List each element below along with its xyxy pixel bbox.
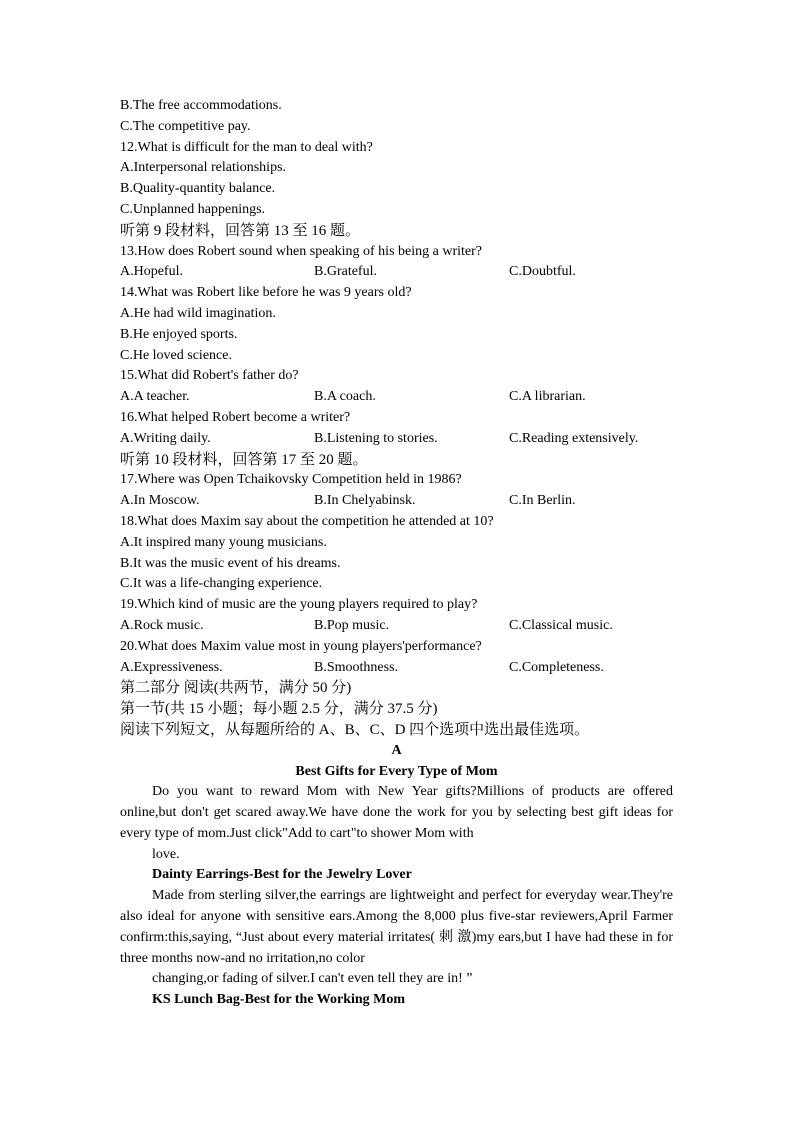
paragraph (120, 782, 673, 865)
options-row (120, 491, 673, 512)
option-c: C.Completeness. (509, 659, 604, 675)
options-row (120, 658, 673, 679)
question-13: 13.How does Robert sound when speaking of his being a writer? (120, 243, 482, 259)
paragraph-text: Made from sterling silver,the earrings are lightweight and perfect for everyday wear.They're also ideal for anyone with sensitive ears.Among the 8,000 plus five-star reviewers,April Farmer confirm:this,saying, “Just about every material irritates( 刺 激)my ears,but I have had these in for three months now-and no irritation,no color (120, 888, 673, 966)
option-c: C.Reading extensively. (509, 430, 639, 446)
section-heading-10: 听第 10 段材料，回答第 17 至 20 题。 (120, 451, 368, 468)
question-15: 15.What did Robert's father do? (120, 368, 299, 384)
option-b: B.It was the music event of his dreams. (120, 555, 341, 571)
option-b: B.Listening to stories. (314, 430, 438, 446)
option-a: A.Expressiveness. (120, 659, 223, 675)
option-c: C.In Berlin. (509, 493, 576, 509)
options-row (120, 262, 673, 283)
option-line: C.Unplanned happenings. (120, 201, 266, 217)
question-12: 12.What is difficult for the man to deal with? (120, 139, 373, 155)
paragraph-last-line: love. (152, 846, 180, 862)
passage-title: Best Gifts for Every Type of Mom (295, 763, 498, 779)
subheading: Dainty Earrings-Best for the Jewelry Lover (152, 867, 412, 883)
option-a: A.A teacher. (120, 389, 190, 405)
option-a: A.In Moscow. (120, 493, 200, 509)
paragraph (120, 886, 673, 990)
option-b: B.Smoothness. (314, 659, 399, 675)
subheading: KS Lunch Bag-Best for the Working Mom (152, 992, 406, 1008)
option-c: C.A librarian. (509, 389, 586, 405)
option-b: B.In Chelyabinsk. (314, 493, 416, 509)
paragraph-text: Do you want to reward Mom with New Year gifts?Millions of products are offered online,but don't get scared away.We have done the work for you by selecting best gift ideas for every type of mom.Just click"Add to cart"to shower Mom with (120, 784, 673, 841)
question-17: 17.Where was Open Tchaikovsky Competition held in 1986? (120, 472, 462, 488)
question-19: 19.Which kind of music are the young players required to play? (120, 597, 478, 613)
exam-content (120, 96, 673, 1011)
question-18: 18.What does Maxim say about the competition he attended at 10? (120, 513, 494, 529)
option-line: A.Interpersonal relationships. (120, 160, 287, 176)
option-line: B.The free accommodations. (120, 98, 282, 113)
instructions: 阅读下列短文，从每题所给的 A、B、C、D 四个选项中选出最佳选项。 (120, 721, 590, 738)
option-a: A.Rock music. (120, 617, 204, 633)
option-line: C.The competitive pay. (120, 118, 251, 134)
option-c: C.Doubtful. (509, 264, 576, 280)
paragraph-last-line: changing,or fading of silver.I can't even tell they are in! ” (152, 971, 473, 987)
options-row (120, 616, 673, 637)
option-line: B.Quality-quantity balance. (120, 181, 276, 197)
option-c: C.He loved science. (120, 347, 232, 363)
option-b: B.He enjoyed sports. (120, 326, 238, 342)
option-a: A.Hopeful. (120, 264, 183, 280)
section-heading: 第一节(共 15 小题；每小题 2.5 分，满分 37.5 分) (120, 701, 438, 718)
option-c: C.It was a life-changing experience. (120, 576, 323, 592)
passage-label: A (391, 742, 402, 758)
question-20: 20.What does Maxim value most in young players'performance? (120, 638, 482, 654)
section-heading-9: 听第 9 段材料，回答第 13 至 16 题。 (120, 222, 361, 239)
question-14: 14.What was Robert like before he was 9 years old? (120, 285, 412, 301)
option-a: A.He had wild imagination. (120, 305, 276, 321)
option-b: B.Grateful. (314, 264, 377, 280)
option-c: C.Classical music. (509, 617, 613, 633)
option-b: B.A coach. (314, 389, 376, 405)
options-row (120, 387, 673, 408)
part-heading: 第二部分 阅读(共两节，满分 50 分) (120, 680, 352, 697)
options-row (120, 429, 673, 450)
question-16: 16.What helped Robert become a writer? (120, 409, 351, 425)
option-a: A.Writing daily. (120, 430, 211, 446)
option-a: A.It inspired many young musicians. (120, 534, 327, 550)
option-b: B.Pop music. (314, 617, 390, 633)
